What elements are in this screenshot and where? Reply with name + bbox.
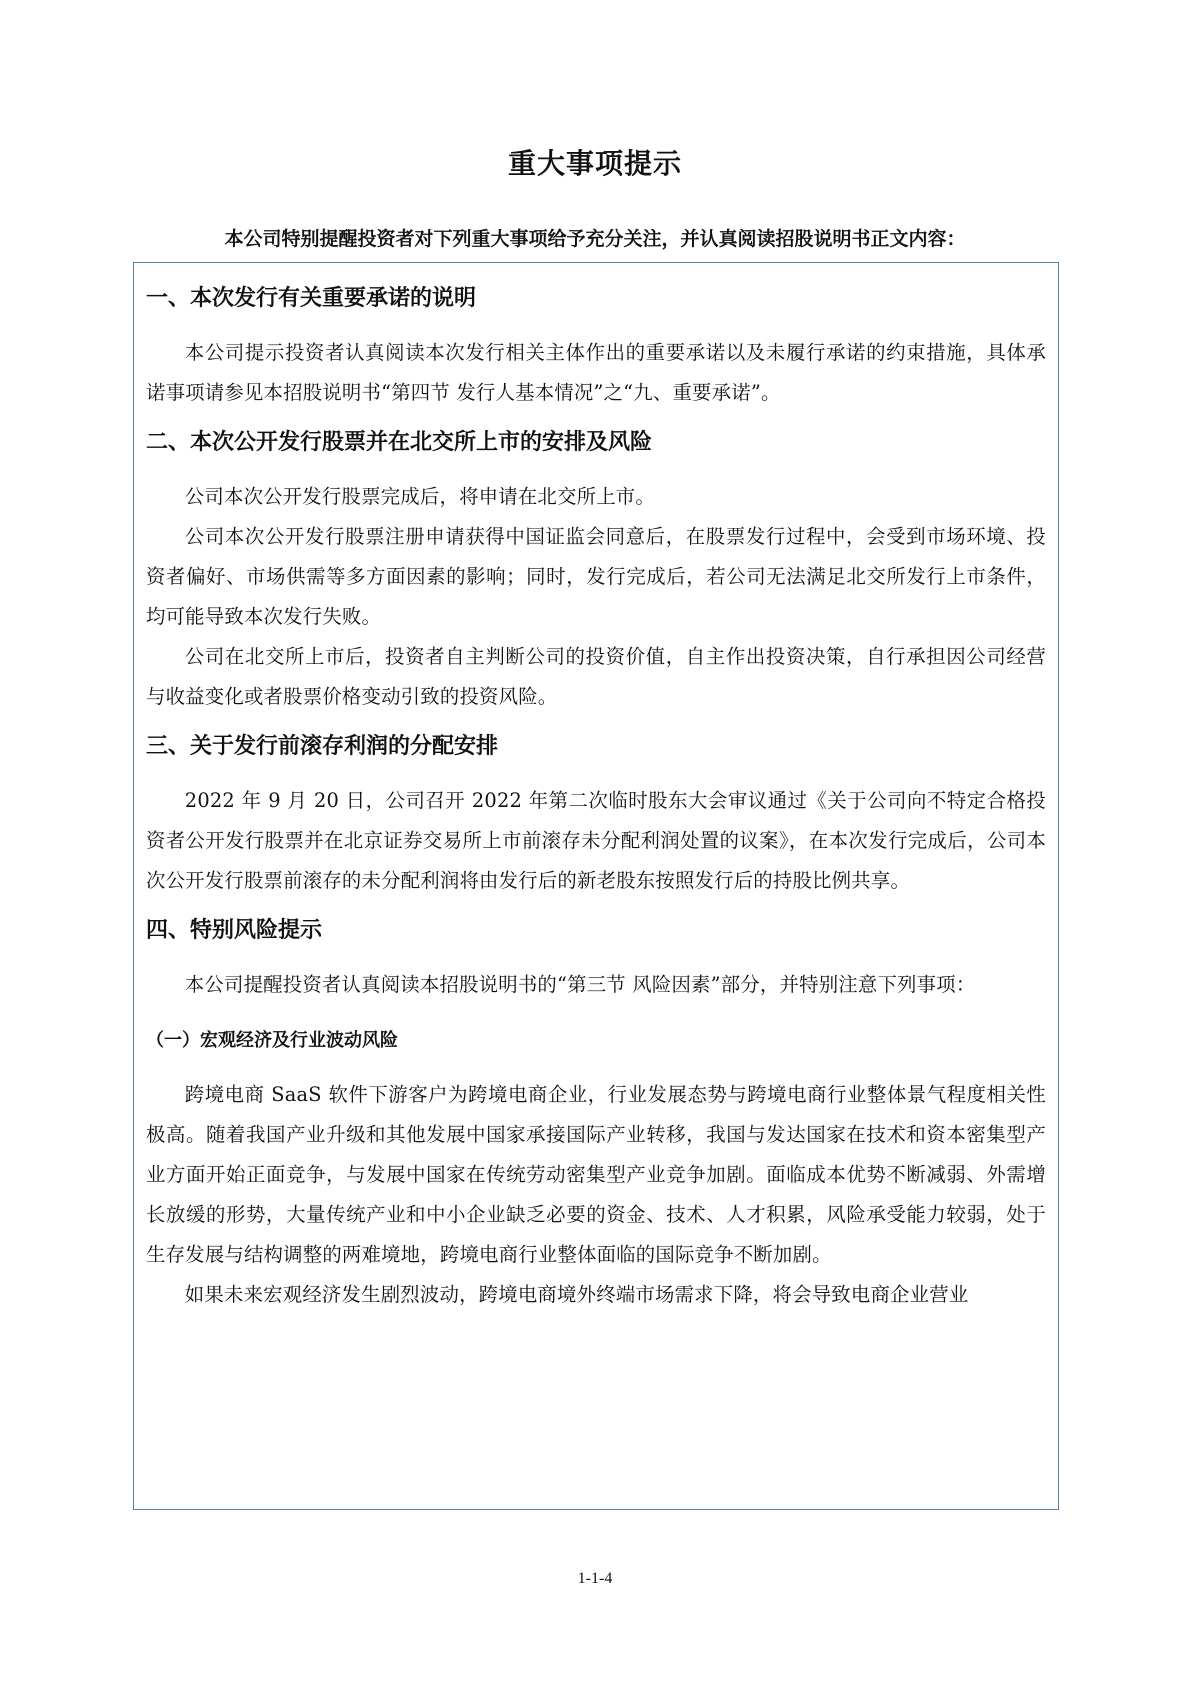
- section-commitments: [146, 283, 1046, 413]
- section-heading: 二、本次公开发行股票并在北交所上市的安排及风险: [146, 430, 653, 455]
- section-special-risk: [146, 915, 1046, 1315]
- paragraph: 如果未来宏观经济发生剧烈波动，跨境电商境外终端市场需求下降，将会导致电商企业营业: [184, 1283, 969, 1306]
- subsection-heading: （一）宏观经济及行业波动风险: [146, 1030, 398, 1051]
- paragraph: 2022 年 9 月 20 日，公司召开 2022 年第二次临时股东大会审议通过《关于公司向不特定合格投资者公开发行股票并在北京证券交易所上市前滚存未分配利润处置的议案》，在本次发行完成后，公司本次公开发行股票前滚存的未分配利润将由发行后的新老股东按照发行后的持股比例共享。: [146, 789, 1046, 892]
- section-retained-profit: [146, 731, 1046, 901]
- section-listing-arrangement: [146, 427, 1046, 717]
- section-heading: 一、本次发行有关重要承诺的说明: [146, 286, 477, 311]
- paragraph: 公司本次公开发行股票注册申请获得中国证监会同意后，在股票发行过程中，会受到市场环境、投资者偏好、市场供需等多方面因素的影响；同时，发行完成后，若公司无法满足北交所发行上市条件，均可能导致本次发行失败。: [146, 525, 1046, 628]
- paragraph: 跨境电商 SaaS 软件下游客户为跨境电商企业，行业发展态势与跨境电商行业整体景气程度相关性极高。随着我国产业升级和其他发展中国家承接国际产业转移，我国与发达国家在技术和资本密集型产业方面开始正面竞争，与发展中国家在传统劳动密集型产业竞争加剧。面临成本优势不断减弱、外需增长放缓的形势，大量传统产业和中小企业缺乏必要的资金、技术、人才积累，风险承受能力较弱，处于生存发展与结构调整的两难境地，跨境电商行业整体面临的国际竞争不断加剧。: [146, 1083, 1046, 1266]
- intro-statement: 本公司特别提醒投资者对下列重大事项给予充分关注，并认真阅读招股说明书正文内容：: [224, 228, 966, 250]
- paragraph: 公司本次公开发行股票完成后，将申请在北交所上市。: [184, 485, 655, 508]
- section-heading: 四、特别风险提示: [146, 918, 323, 943]
- paragraph: 本公司提示投资者认真阅读本次发行相关主体作出的重要承诺以及未履行承诺的约束措施，具体承诺事项请参见本招股说明书“第四节 发行人基本情况”之“九、重要承诺”。: [146, 341, 1046, 404]
- paragraph: 公司在北交所上市后，投资者自主判断公司的投资价值，自主作出投资决策，自行承担因公司经营与收益变化或者股票价格变动引致的投资风险。: [146, 645, 1046, 708]
- page-number: 1-1-4: [577, 1570, 613, 1587]
- paragraph: 本公司提醒投资者认真阅读本招股说明书的“第三节 风险因素”部分，并特别注意下列事项：: [184, 973, 976, 996]
- page-title: 重大事项提示: [507, 147, 682, 180]
- section-heading: 三、关于发行前滚存利润的分配安排: [146, 734, 499, 759]
- content-box: [133, 262, 1059, 1510]
